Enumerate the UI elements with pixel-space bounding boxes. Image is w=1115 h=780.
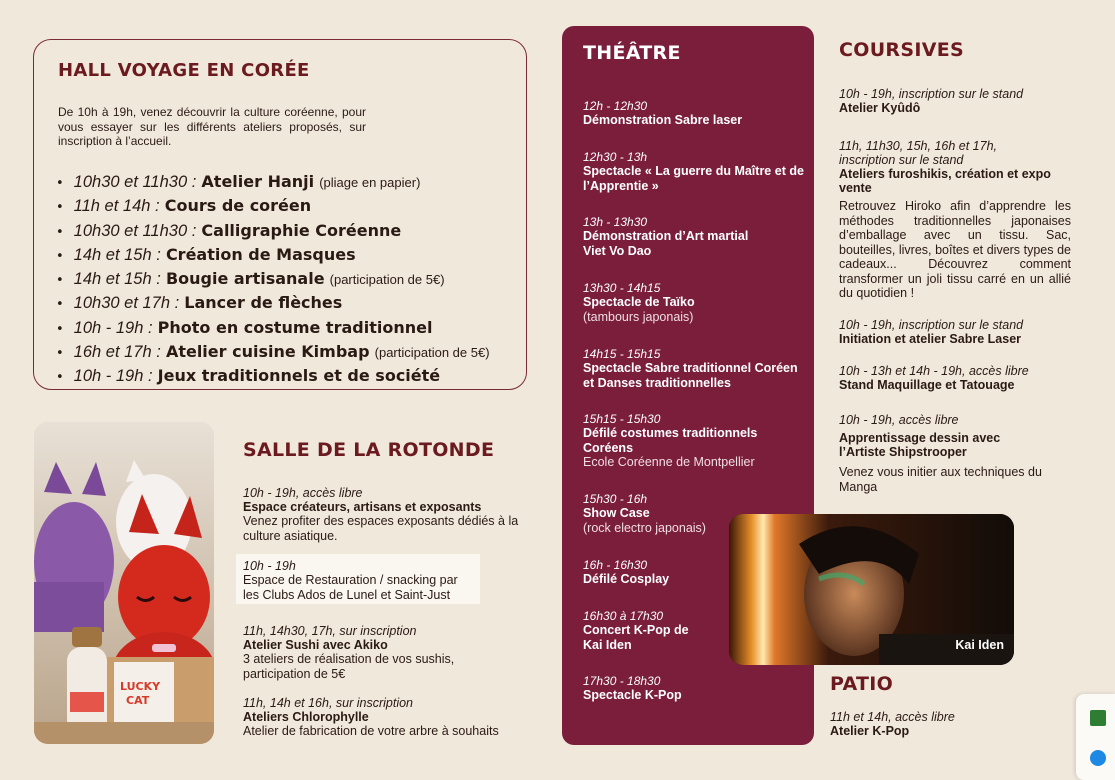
list-item: • 10h30 et 17h : Lancer de flèches: [56, 292, 490, 316]
restauration-box: [236, 554, 480, 604]
coursives-entry: 10h - 13h et 14h - 19h, accès libre Stand Maquillage et Tatouage: [839, 364, 1029, 392]
hall-voyage-card: [33, 39, 527, 390]
entry-desc: Atelier de fabrication de votre arbre à souhaits: [243, 724, 499, 738]
theatre-entry: 17h30 - 18h30 Spectacle K-Pop: [583, 674, 682, 702]
floating-toolbar[interactable]: [1076, 694, 1115, 780]
entry-time: 11h, 14h et 16h, sur inscription: [243, 696, 414, 710]
theatre-entry: 14h15 - 15h15 Spectacle Sabre traditionnel Coréen et Danses traditionnelles: [583, 347, 798, 390]
theatre-entry: 12h30 - 13h Spectacle « La guerre du Maître et de l’Apprentie »: [583, 150, 804, 193]
list-item: • 11h et 14h : Cours de coréen: [56, 195, 490, 219]
list-item: • 14h et 15h : Bougie artisanale (participation de 5€): [56, 268, 490, 292]
hall-intro: De 10h à 19h, venez découvrir la culture coréenne, pour vous essayer sur les différents ateliers proposés, sur inscription à l’accueil.: [58, 105, 366, 148]
rotonde-title: SALLE DE LA ROTONDE: [243, 439, 495, 461]
svg-text:CAT: CAT: [126, 694, 150, 707]
entry-name: Ateliers Chlorophylle: [243, 710, 369, 724]
entry-desc: Espace de Restauration / snacking par les Clubs Ados de Lunel et Saint-Just: [243, 573, 458, 602]
list-item: • 10h - 19h : Photo en costume traditionnel: [56, 317, 490, 341]
lucky-cat-photo: [34, 422, 214, 744]
entry-name: Espace créateurs, artisans et exposants: [243, 500, 482, 514]
theatre-entry: 12h - 12h30 Démonstration Sabre laser: [583, 99, 743, 127]
patio-title: PATIO: [830, 673, 894, 695]
list-item: • 10h30 et 11h30 : Atelier Hanji (pliage en papier): [56, 171, 490, 195]
coursives-entry: 10h - 19h, inscription sur le stand Atelier Kyûdô: [839, 87, 1024, 115]
patio-entry: 11h et 14h, accès libre Atelier K-Pop: [830, 710, 955, 738]
kai-iden-caption: Kai Iden: [955, 638, 1004, 652]
rotonde-entry: [243, 486, 523, 543]
coursives-entry: 10h - 19h, inscription sur le stand Initiation et atelier Sabre Laser: [839, 318, 1024, 346]
entry-name: Atelier Sushi avec Akiko: [243, 638, 388, 652]
hall-title: HALL VOYAGE EN CORÉE: [58, 60, 310, 81]
globe-icon[interactable]: [1090, 750, 1106, 766]
entry-desc: Venez profiter des espaces exposants dédiés à la culture asiatique.: [243, 514, 519, 543]
entry-time: 11h, 14h30, 17h, sur inscription: [243, 624, 417, 638]
theatre-entry: 16h30 à 17h30 Concert K-Pop de Kai Iden: [583, 609, 689, 652]
theatre-title: THÉÂTRE: [583, 42, 681, 64]
coursives-entry: 11h, 11h30, 15h, 16h et 17h, inscription sur le stand Ateliers furoshikis, création et expo vente Retrouvez Hiroko afin d’apprendre les méthodes traditionnelles japonaises d’emballage avec un tissu. Sac, bouteilles, livres, boîtes et divers types de cadeaux... Découvrez comment transformer un joli tissu carré en un allié du quotidien !: [839, 139, 1071, 300]
theatre-entry: 13h30 - 14h15 Spectacle de Taïko (tambours japonais): [583, 281, 695, 324]
spreadsheet-icon[interactable]: [1090, 710, 1106, 726]
theatre-entry: 15h30 - 16h Show Case (rock electro japonais): [583, 492, 706, 535]
list-item: • 10h30 et 11h30 : Calligraphie Coréenne: [56, 220, 490, 244]
list-item: • 14h et 15h : Création de Masques: [56, 244, 490, 268]
coursives-entry: 10h - 19h, accès libre Apprentissage dessin avec l’Artiste Shipstrooper Venez vous initier aux techniques du Manga: [839, 413, 1042, 494]
rotonde-entry: [243, 696, 523, 739]
svg-text:LUCKY: LUCKY: [120, 680, 161, 693]
theatre-entry: 15h15 - 15h30 Défilé costumes traditionnels Coréens Ecole Coréenne de Montpellier: [583, 412, 758, 469]
list-item: • 16h et 17h : Atelier cuisine Kimbap (participation de 5€): [56, 341, 490, 365]
entry-time: 10h - 19h, accès libre: [243, 486, 363, 500]
hall-activity-list: [56, 171, 490, 390]
list-item: • 10h - 19h : Jeux traditionnels et de société: [56, 365, 490, 389]
entry-time: 10h - 19h: [243, 559, 296, 573]
entry-desc: 3 ateliers de réalisation de vos sushis, participation de 5€: [243, 652, 455, 681]
theatre-entry: 16h - 16h30 Défilé Cosplay: [583, 558, 670, 586]
theatre-entry: 13h - 13h30 Démonstration d’Art martial Viet Vo Dao: [583, 215, 749, 258]
kai-iden-photo: [729, 514, 1014, 665]
rotonde-entry: [243, 624, 523, 681]
coursives-title: COURSIVES: [839, 39, 964, 61]
